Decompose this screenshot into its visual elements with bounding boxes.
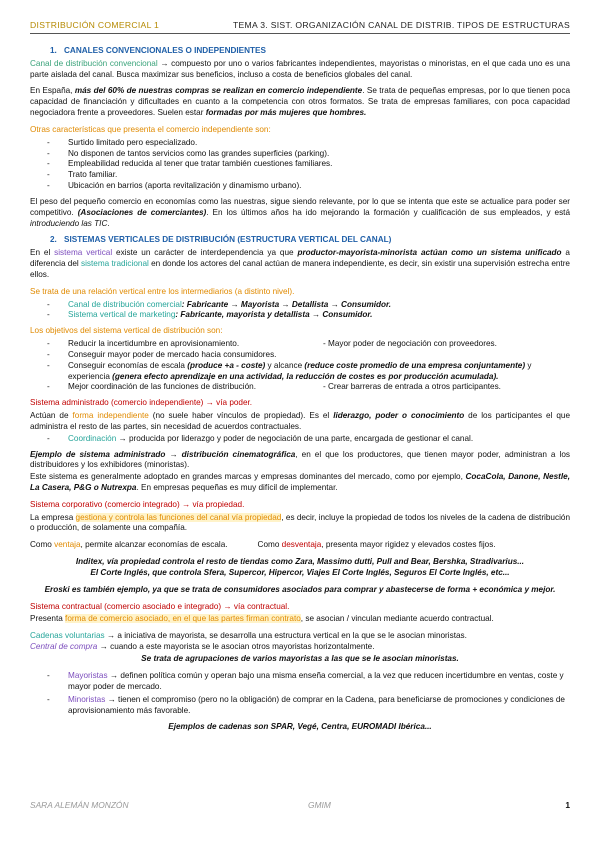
example-line: El Corte Inglés, que controla Sfera, Supercor, Hipercor, Viajes El Corte Inglés, Seguros El Corte Inglés, etc... <box>90 567 510 577</box>
paragraph: Actúan de forma independiente (no suele haber vínculos de propiedad). Es el liderazgo, poder o conocimiento de los participantes el que administra el resto de las partes, sin necesidad de acuerdos contractuales. <box>30 411 571 431</box>
paragraph: Cadenas voluntarias → a iniciativa de mayorista, se desarrolla una estructura vertical en la que se le asocian minoristas. <box>30 631 467 641</box>
chain-list <box>30 671 570 717</box>
administered-list <box>30 434 570 445</box>
paragraph: Ejemplo de sistema administrado → distribución cinematográfica, en el que los productores, que tienen mayor poder, administran a los distribuidores y los exhibidores (minoristas). <box>30 449 570 470</box>
list-item: - Trato familiar. <box>30 170 570 181</box>
list-item: - Conseguir mayor poder de mercado hacia consumidores. <box>30 350 570 361</box>
paragraph: Este sistema es generalmente adoptado en grandes marcas y empresas dominantes del mercado, como por ejemplo, CocaCola, Danone, Nestle, La Casera, P&G o Nutrexpa. En empresas pequeñas es muy difícil de implementar. <box>30 472 570 492</box>
header-topic: TEMA 3. SIST. ORGANIZACIÓN CANAL DE DISTRIB. TIPOS DE ESTRUCTURAS <box>232 20 570 30</box>
note-line: Se trata de agrupaciones de varios mayoristas a las que se le asocian minoristas. <box>141 653 459 663</box>
section-2-heading: 2. SISTEMAS VERTICALES DE DISTRIBUCIÓN (ESTRUCTURA VERTICAL DEL CANAL) <box>50 235 392 245</box>
section-1-heading: 1. CANALES CONVENCIONALES O INDEPENDIENTES <box>50 46 266 55</box>
paragraph: Presenta forma de comercio asociado, en el que las partes firman contrato, se asocian / vinculan mediante acuerdo contractual. <box>30 614 494 624</box>
example-line: Inditex, vía propiedad controla el resto de tiendas como Zara, Massimo dutti, Pull and Bear, Bershka, Stradivarius... <box>75 557 525 567</box>
paragraph: Como ventaja, permite alcanzar economías de escala. Como desventaja, presenta mayor rigidez y elevados costes fijos. <box>30 540 496 550</box>
page-number: 1 <box>565 800 570 810</box>
subheading: Sistema administrado (comercio independiente) → vía poder. <box>30 398 253 408</box>
footer-degree: GMIM <box>308 800 331 810</box>
list-item: - Ubicación en barrios (aporta revitalización y dinamismo urbano). <box>30 181 570 192</box>
characteristics-list <box>30 138 570 192</box>
list-item: - Empleabilidad reducida al tener que tratar también cuestiones familiares. <box>30 159 570 170</box>
paragraph: En España, más del 60% de nuestras compras se realizan en comercio independiente. Se trata de pequeñas empresas, por lo que tienen poca capacidad de financiación y dificultades en cuanto a la competencia con otros formatos. Se trata de empresas familiares, con poca capacidad negociadora frente a proveedores. Suelen estar formadas por más mujeres que hombres. <box>30 86 571 118</box>
subheading: Otras características que presenta el comercio independiente son: <box>30 124 271 134</box>
page-content <box>30 42 570 733</box>
subheading: Se trata de una relación vertical entre los intermediarios (a distinto nivel). <box>30 286 295 296</box>
list-item: - Surtido limitado pero especializado. <box>30 138 570 149</box>
list-item: - Mejor coordinación de las funciones de distribución. - Crear barreras de entrada a otros participantes. <box>30 382 570 393</box>
subheading: Los objetivos del sistema vertical de distribución son: <box>30 326 223 336</box>
list-item: - Mayoristas → definen política común y operan bajo una misma enseña comercial, a la vez que reducen incertidumbre en ventas, coste y mayor poder de mercado. <box>30 671 570 693</box>
paragraph: En el sistema vertical existe un carácter de interdependencia ya que productor-mayorista-minorista actúan como un sistema unificado a diferencia del sistema tradicional en donde los actores del canal actúan de manera independiente, es decir, sin existir una supervisión estrecha entre ellos. <box>30 248 570 279</box>
paragraph: La empresa gestiona y controla las funciones del canal vía propiedad, es decir, incluye la propiedad de todos los niveles de la cadena de distribución o producción, de solamente una compañía. <box>30 512 570 533</box>
example-line: Ejemplos de cadenas son SPAR, Vegé, Centra, EUROMADI Ibérica... <box>168 722 432 732</box>
subheading: Sistema contractual (comercio asociado e integrado) → vía contractual. <box>30 601 290 611</box>
list-item: - Minoristas → tienen el compromiso (pero no la obligación) de comprar en la Cadena, para beneficiarse de promociones y condiciones de aprovisionamiento más favorable. <box>30 695 570 717</box>
page-footer <box>30 800 570 816</box>
relation-list <box>30 300 570 322</box>
list-item: - Sistema vertical de marketing: Fabricante, mayorista y detallista → Consumidor. <box>30 310 570 321</box>
list-item: - Conseguir economías de escala (produce +a - coste) y alcance (reduce coste promedio de una empresa conjuntamente) y experiencia (genera efecto aprendizaje en una actividad, la reducción de costes es por producción acumulada). <box>30 361 570 383</box>
list-item: - Coordinación → producida por liderazgo y poder de negociación de una parte, encargada de gestionar el canal. <box>30 434 570 445</box>
list-item: - Canal de distribución comercial: Fabricante → Mayorista → Detallista → Consumidor. <box>30 300 570 311</box>
paragraph: El peso del pequeño comercio en economías como las nuestras, sigue siendo relevante, por lo que se intenta que este se actualice para poder ser competitivo. (Asociaciones de comerciantes). En los últimos años ha ido mejorando la formación y cualificación de sus empleados, y está introduciendo las TIC. <box>30 196 571 228</box>
page-header <box>30 18 570 34</box>
paragraph: Canal de distribución convencional → compuesto por uno o varios fabricantes independientes, mayoristas o minoristas, en el que cada uno es una parte aislada del canal. Busca maximizar sus beneficios, incluso a costa de beneficios globales del canal. <box>30 58 570 79</box>
list-item: - No disponen de tantos servicios como las grandes superficies (parking). <box>30 149 570 160</box>
list-item: - Reducir la incertidumbre en aprovisionamiento. - Mayor poder de negociación con proveedores. <box>30 339 570 350</box>
footer-author: SARA ALEMÁN MONZÓN <box>30 800 129 810</box>
subheading: Sistema corporativo (comercio integrado) → vía propiedad. <box>30 499 245 509</box>
example-line: Eroski es también ejemplo, ya que se trata de consumidores asociados para comprar y abastecerse de forma + económica y mejor. <box>44 584 556 594</box>
paragraph: Central de compra → cuando a este mayorista se le asocian otros mayoristas horizontalmente. <box>30 642 375 652</box>
objectives-list <box>30 339 570 393</box>
header-subject: DISTRIBUCIÓN COMERCIAL 1 <box>30 20 160 30</box>
